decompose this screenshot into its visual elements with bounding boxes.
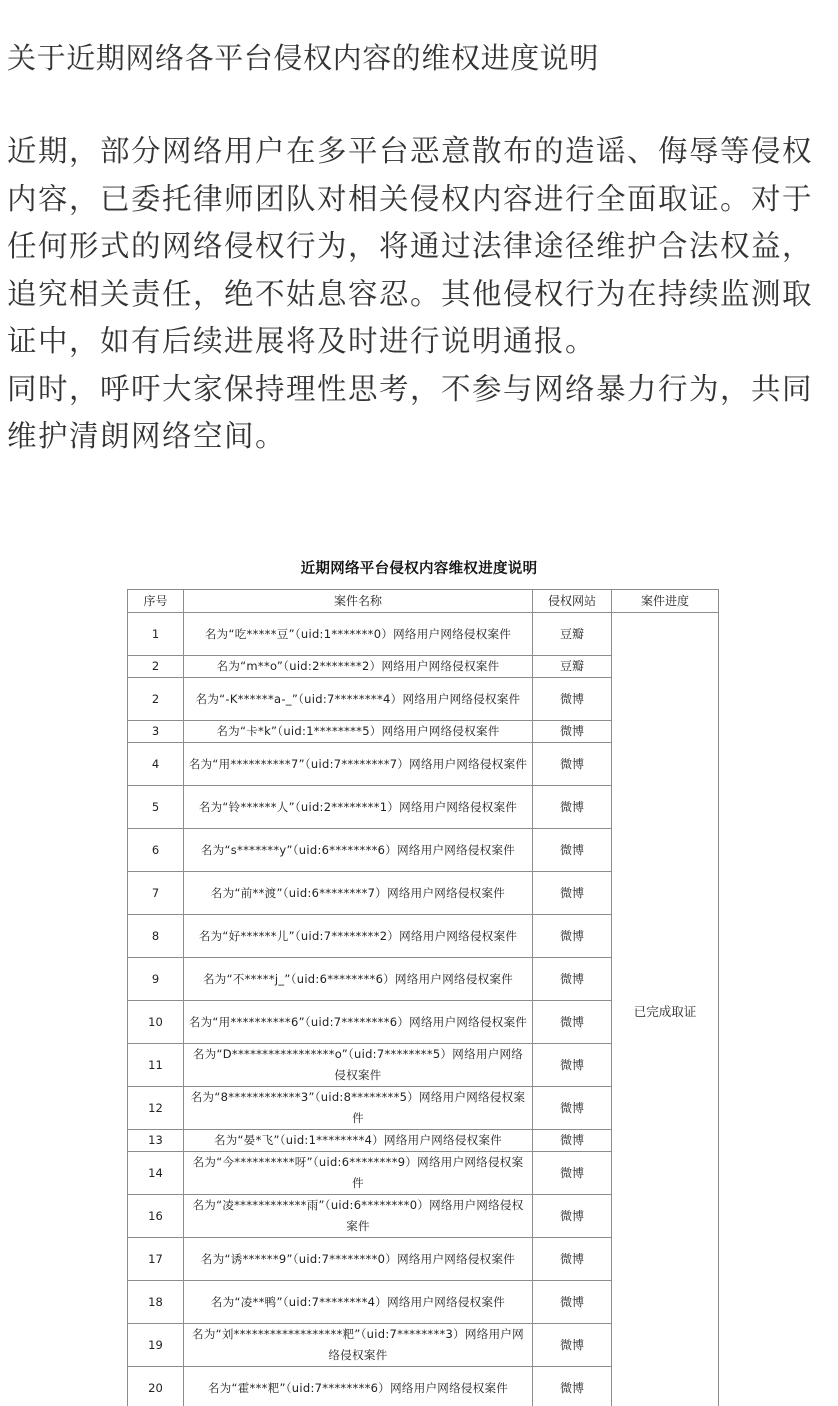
row-number: 5 bbox=[128, 786, 184, 829]
table-row bbox=[128, 613, 719, 656]
case-status: 已完成取证 bbox=[612, 613, 719, 1406]
column-header-site: 侵权网站 bbox=[533, 590, 612, 613]
infringing-site: 微博 bbox=[533, 872, 612, 915]
row-number: 18 bbox=[128, 1281, 184, 1324]
column-header-case-name: 案件名称 bbox=[184, 590, 533, 613]
row-number: 3 bbox=[128, 721, 184, 743]
infringing-site: 微博 bbox=[533, 786, 612, 829]
row-number: 13 bbox=[128, 1130, 184, 1152]
infringing-site: 微博 bbox=[533, 1130, 612, 1152]
infringing-site: 微博 bbox=[533, 1367, 612, 1406]
infringing-site: 微博 bbox=[533, 1324, 612, 1367]
row-number: 12 bbox=[128, 1087, 184, 1130]
infringing-site: 微博 bbox=[533, 915, 612, 958]
progress-table bbox=[127, 589, 719, 1406]
case-name: 名为“吃*****豆”（uid:1*******0）网络用户网络侵权案件 bbox=[184, 613, 533, 656]
infringing-site: 微博 bbox=[533, 958, 612, 1001]
row-number: 11 bbox=[128, 1044, 184, 1087]
case-name: 名为“s*******y”（uid:6********6）网络用户网络侵权案件 bbox=[184, 829, 533, 872]
infringing-site: 微博 bbox=[533, 1001, 612, 1044]
row-number: 16 bbox=[128, 1195, 184, 1238]
case-name: 名为“刘******************粑”（uid:7********3）网络用户网络侵权案件 bbox=[184, 1324, 533, 1367]
case-name: 名为“卡*k”（uid:1********5）网络用户网络侵权案件 bbox=[184, 721, 533, 743]
table-body bbox=[128, 613, 719, 1406]
case-name: 名为“用**********6”（uid:7********6）网络用户网络侵权案件 bbox=[184, 1001, 533, 1044]
case-name: 名为“诱******9”（uid:7********0）网络用户网络侵权案件 bbox=[184, 1238, 533, 1281]
row-number: 8 bbox=[128, 915, 184, 958]
infringing-site: 微博 bbox=[533, 829, 612, 872]
case-name: 名为“不*****j_”（uid:6********6）网络用户网络侵权案件 bbox=[184, 958, 533, 1001]
row-number: 9 bbox=[128, 958, 184, 1001]
row-number: 2 bbox=[128, 678, 184, 721]
case-name: 名为“D*****************o”（uid:7********5）网络用户网络侵权案件 bbox=[184, 1044, 533, 1087]
row-number: 2 bbox=[128, 656, 184, 678]
infringing-site: 豆瓣 bbox=[533, 613, 612, 656]
infringing-site: 微博 bbox=[533, 1238, 612, 1281]
case-name: 名为“-K******a-_”（uid:7********4）网络用户网络侵权案件 bbox=[184, 678, 533, 721]
document-image[interactable] bbox=[0, 545, 838, 1406]
row-number: 17 bbox=[128, 1238, 184, 1281]
case-name: 名为“8************3”（uid:8********5）网络用户网络侵权案件 bbox=[184, 1087, 533, 1130]
infringing-site: 豆瓣 bbox=[533, 656, 612, 678]
case-name: 名为“好******儿”（uid:7********2）网络用户网络侵权案件 bbox=[184, 915, 533, 958]
post-paragraph: 同时，呼吁大家保持理性思考，不参与网络暴力行为，共同维护清朗网络空间。 bbox=[7, 371, 814, 453]
infringing-site: 微博 bbox=[533, 721, 612, 743]
case-name: 名为“霍***粑”（uid:7********6）网络用户网络侵权案件 bbox=[184, 1367, 533, 1406]
case-name: 名为“前**渡”（uid:6********7）网络用户网络侵权案件 bbox=[184, 872, 533, 915]
case-name: 名为“用**********7”（uid:7********7）网络用户网络侵权案件 bbox=[184, 743, 533, 786]
case-name: 名为“铃******人”（uid:2********1）网络用户网络侵权案件 bbox=[184, 786, 533, 829]
case-name: 名为“凌**鸭”（uid:7********4）网络用户网络侵权案件 bbox=[184, 1281, 533, 1324]
post-paragraph: 近期，部分网络用户在多平台恶意散布的造谣、侮辱等侵权内容，已委托律师团队对相关侵权内容进行全面取证。对于任何形式的网络侵权行为，将通过法律途径维护合法权益，追究相关责任，绝不姑息容忍。其他侵权行为在持续监测取证中，如有后续进展将及时进行说明通报。 bbox=[7, 134, 814, 358]
row-number: 19 bbox=[128, 1324, 184, 1367]
infringing-site: 微博 bbox=[533, 743, 612, 786]
row-number: 7 bbox=[128, 872, 184, 915]
post-body bbox=[7, 128, 827, 461]
case-name: 名为“今**********呀”（uid:6********9）网络用户网络侵权案件 bbox=[184, 1152, 533, 1195]
row-number: 14 bbox=[128, 1152, 184, 1195]
infringing-site: 微博 bbox=[533, 1044, 612, 1087]
infringing-site: 微博 bbox=[533, 1152, 612, 1195]
table-header-row bbox=[128, 590, 719, 613]
row-number: 1 bbox=[128, 613, 184, 656]
post-title: 关于近期网络各平台侵权内容的维权进度说明 bbox=[7, 41, 600, 75]
row-number: 4 bbox=[128, 743, 184, 786]
row-number: 20 bbox=[128, 1367, 184, 1406]
case-name: 名为“晏*飞”（uid:1********4）网络用户网络侵权案件 bbox=[184, 1130, 533, 1152]
infringing-site: 微博 bbox=[533, 678, 612, 721]
row-number: 6 bbox=[128, 829, 184, 872]
infringing-site: 微博 bbox=[533, 1087, 612, 1130]
infringing-site: 微博 bbox=[533, 1195, 612, 1238]
row-number: 10 bbox=[128, 1001, 184, 1044]
case-name: 名为“m**o”（uid:2*******2）网络用户网络侵权案件 bbox=[184, 656, 533, 678]
case-name: 名为“凌************雨”（uid:6********0）网络用户网络侵权案件 bbox=[184, 1195, 533, 1238]
column-header-no: 序号 bbox=[128, 590, 184, 613]
column-header-status: 案件进度 bbox=[612, 590, 719, 613]
infringing-site: 微博 bbox=[533, 1281, 612, 1324]
document-heading: 近期网络平台侵权内容维权进度说明 bbox=[300, 561, 538, 577]
